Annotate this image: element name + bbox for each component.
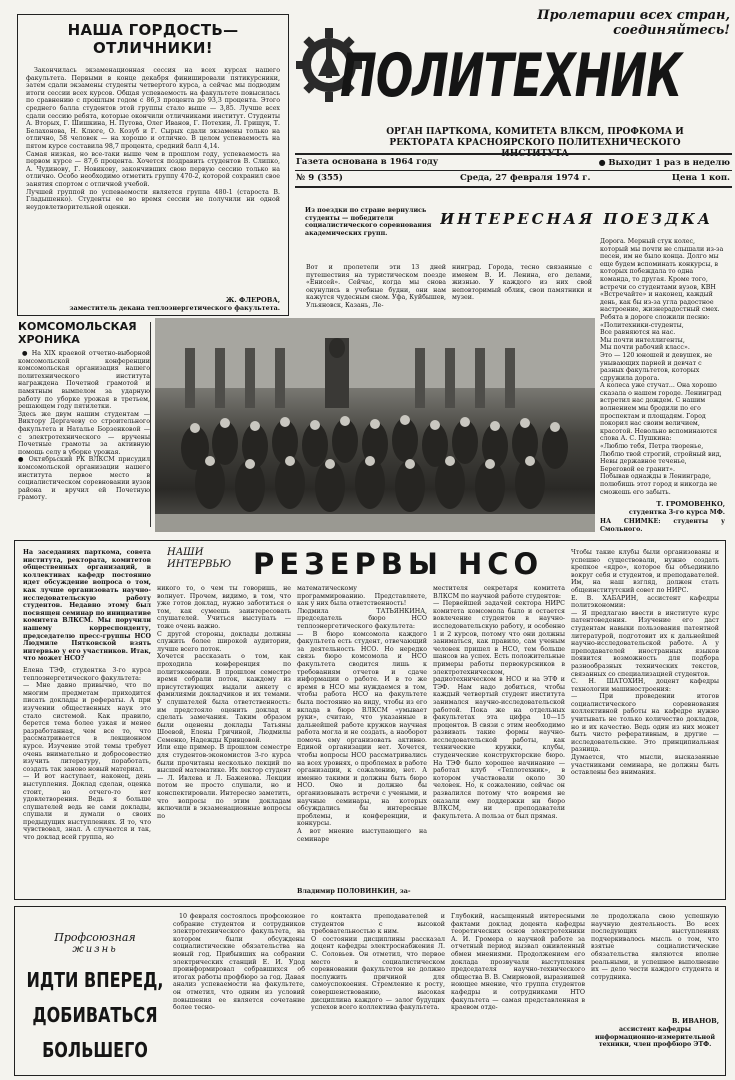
- union-kicker: [25, 931, 165, 955]
- reserves-col2: никого то, о чем ты говоришь, не волнует. Прочем, видимо, в том, что уже готов доклад, нужно заботиться о том, как сумеешь заинтересовать слушателей. Учиться выступать — тоже очень важно. С другой стороны, доклады должны служить более широкой аудитории, лучше всего поток. Хочется рассказать о том, как проходила конференция по политэкономии. В прошлом семестре время собрали поток, каждому из присутствующих выдали анкету с фамилиями докладчиков и их темами. У слушателей была ответственность: им предстояло оценить доклад и сделать замечания. Таким образом были оценены доклады Татьяны Шоевой, Елены Гричиной, Людмилы Семенко, Надежды Кривцовой. Или еще пример. В прошлом семестре для студентов-экономистов 3-го курса были прочитаны несколько лекций по высшей математике. Их лектор студент — Л. Ивлева и Л. Баженова. Лекции потом не просто слушали, но и конспектировали. Интересно заметить, что вопросы по этим докладам включили в экзаменационные вопросы по: [157, 585, 291, 820]
- reserves-col3: математическому программированию. Представляете, как у них была ответственность! Людмила ТАТЬЯНКИНА, председатель бюро НСО теплоэнергетического факультета: — В бюро комсомола каждого факультета есть студент, отвечающий за деятельность НСО. Но нередко связь бюро комсомола и НСО факультета сводится лишь к требованиям отчетов и сдаче информации о работе. И в то же время в НСО мы нуждаемся в том, чтобы работа НСО на факультете была постоянно на виду, чтобы из его вклада в бюро ВЛКСМ «умывает руки», считаю, что указанные в дальнейшей работе кружков научная работа могла и не создать, а наоборот помочь ему организовать активно. Единой организации нет. Хочется, чтобы вопросы НСО рассматривались на всех уровнях, о проблемах в работе организации, к сожалению, нет. А именно такими и должны быть бюро НСО. Оно и должно бы организовывать встречи с учеными, и научные семинары, на которых обсуждались бы интересные проблемы, и конференции, и конкурсы. А вот мнение выступающего на семинаре: [297, 585, 427, 843]
- chronicle-divider: [150, 322, 151, 527]
- masthead-rule-bottom: [295, 186, 732, 188]
- reserves-col3-signature: Владимир ПОЛОВИНКИН, за-: [297, 887, 411, 895]
- trip-signature: Т. ГРОМОВЕНКО,: [656, 500, 725, 508]
- pride-signature: Ж. ФЛЕРОВА,: [225, 296, 280, 304]
- pride-signature-role: заместитель декана теплоэнергетического факультета.: [69, 304, 280, 312]
- trip-signature-role: студентка 3-го курса МФ.: [628, 508, 725, 516]
- issue-number: № 9 (355): [296, 173, 343, 183]
- trip-col1: Вот и пролетели эти 13 дней путешествия на туристическом поезде «Енисей». Сейчас, когда мы снова окунулись в учебные будни, они нам кажутся чудесным сном. Уфа, Куйбышев, Ульяновск, Казань, Ле-: [306, 264, 446, 309]
- union-col1: 10 февраля состоялось профсоюзное собрание студентов и сотрудников электротехнического факультета, на котором были обсуждены социалистические обязательства на новый год. Прибывших на собрании электрических станций Е. И. Удод проинформировал собравшихся об итогах работы профбюро за год. Давая анализ успеваемости на факультете, он отметил, что одним из условий повышения ее является сочетание более тесно-: [173, 913, 305, 1012]
- union-col3: Глубокий, насыщенный интересными фактами доклад доцента кафедры теоретических основ электротехники А. И. Громера о научной работе за отчетный период вызвал оживленный обмен мнениями. Продолжением его доклада прозвучали выступления председателя научно-технического общества В. В. Смирновой, выразившей ноющее мнение, что группа студентов кафедры и сотрудниками НТО факультета — самая представленная в краевом отде-: [451, 913, 585, 1012]
- pride-article: [17, 14, 289, 316]
- slogan: Пролетарии всех стран, соединяйтесь!: [537, 8, 730, 38]
- reserves-kicker: НАШИ ИНТЕРВЬЮ: [167, 547, 232, 570]
- union-heading: ИДТИ ВПЕРЕД, ДОБИВАТЬСЯ БОЛЬШЕГО: [26, 968, 164, 1062]
- students-photo: [155, 318, 595, 532]
- organ-line: ОРГАН ПАРТКОМА, КОМИТЕТА ВЛКСМ, ПРОФКОМА И РЕКТОРАТА КРАСНОЯРСКОГО ПОЛИТЕХНИЧЕСКОГО: [386, 127, 684, 148]
- issue-price: Цена 1 коп.: [671, 173, 730, 183]
- reserves-col1: Елена ТЭФ, студентка 3-го курса теплоэнергетического факультета: — Мне давно привычно, что по многим предметам приходится писать доклады и рефераты. А при изучении общественных наук это стало системой. Как правило, берется тема более узкая и менее разработанная, чем все то, что рассматривается в лекционном курсе. Изучение этой темы требует очень внимательно и добросовестно изучить литературу, поработать, создать так заново новый материал. — И вот наступает, наконец, день выступления. Доклад сделан, оценка стоит, но отчего-то нет удовлетворения. Ведь я больше слушателей ведь не сами доклады, слушали и думали о своих предыдущих выступлениях. Я то, что чувствовал, знал. А случается и так, что доклад всей группа, но: [23, 667, 151, 842]
- union-kicker-line2: жизнь: [72, 944, 118, 955]
- union-article: [14, 906, 726, 1076]
- masthead-rule-top: [295, 153, 732, 155]
- newspaper-title: ПОЛИТЕХНИК: [340, 42, 682, 111]
- reserves-heading: РЕЗЕРВЫ НСО: [253, 547, 544, 581]
- trip-photo-caption: НА СНИМКЕ: студенты у Смольного.: [600, 518, 725, 533]
- chronicle-article: [10, 320, 150, 530]
- union-col4: ле продолжала свою успешную научную деятельность. Во всех последующих выступлениях подчеркивалось мысль о том, что взятые социалистические обязательства являются вполне реальными, и успешное выполнение их — дело чести каждого студента и сотрудника.: [591, 913, 719, 981]
- masthead-rule-mid: [295, 170, 732, 171]
- reserves-col5: Чтобы такие клубы были организованы и успешно существовали, нужно создать крепкое «ядро», которое бы объединило вокруг себя и студентов, и преподавателей. Им, на наш взгляд, должен стать общеинститутский совет по НИРС. Е. В. ХАБАРИН, ассистент кафедры политэкономии: — Я предлагаю ввести в институте курс патентоведения. Изучение его даст студентам навыки пользования патентной литературой, подготовит их к дальнейшей научно-исследовательской работе. А у преподавателей иностранных языков появится возможность для подбора разнообразных технических текстов, связанных со специализацией студентов. С. Н. ШАТОХИН, доцент кафедры технологии машиностроения: — При проведении итогов социалистического соревнования коллективной работы на кафедре нужно учитывать не только количество докладов, но и их качество. Ведь один из них может быть чисто реферативным, в другие — исследовательские. Это принципиальная разница. Думается, что мысли, высказанные участниками семинара, не должны быть оставлены без внимания.: [571, 549, 719, 777]
- chronicle-body: ● На XIX краевой отчетно-выборной комсомольской конференции комсомольская организация нашего политехнического института награждена Почетной грамотой и памятным вымпелом за ударную работу по уборке урожая в третьем, решающем году пятилетки. Здесь же двум нашим студентам — Виктору Дергачеву со строительного факультета и Наталье Борзенковой — с электротехнического — вручены Почетные грамоты за активную помощь селу в уборке урожая. ● Октябрьский РК ВЛКСМ присудил комсомольской организации нашего института первое место в социалистическом соревновании вузов района и вручил ей Почетную грамоту.: [18, 350, 150, 502]
- issue-date: Среда, 27 февраля 1974 г.: [460, 173, 591, 183]
- trip-intro: Из поездки по стране вернулись студенты — победители социалистического соревнования академических групп.: [305, 207, 432, 237]
- union-col2: го контакта преподавателей и студентов с высокой требовательностью к ним. О состоянии дисциплины рассказал доцент кафедры электроснабжения Л. С. Соловьев. Он отметил, что первое место в социалистическом соревновании факультетов не должно послужить причиной для самоуспокоения. Стремление к росту, совершенствованию, высокая дисциплина каждого — залог будущих успехов всего коллектива факультета.: [311, 913, 445, 1012]
- reserves-article: [14, 540, 726, 900]
- frequency-line: ● Выходит 1 раз в неделю: [598, 157, 730, 168]
- union-signature: В. ИВАНОВ,: [671, 1017, 719, 1025]
- masthead: [290, 0, 735, 200]
- trip-col3: Дорога. Мерный стук колес, который мы почти не слышали из-за песен, им не было конца. Долго мы еще будем вспоминать конкурсы, в которых побеждала то одна команда, то другая. Кроме того, встречи со студентами вузов, КВН «Встречайте» и наконец, каждый день, как бы из-за угла радостное настроение, жизнерадостный смех. Ребята в дороге сложили песню: «Политехники-студенты, Все равняются на нас. Мы почти интеллигенты, Мы почти рабочий класс». Это — 120 юношей и девушек, не унывающих парней и девчат с разных факультетов, которых сдружила дорога. А колеса уже стучат... Она хорошо сказала о нашем городе. Ленинград встретил нас дождем. С нашим волнением мы бродили по его проспектам и площадям. Город покорил нас своим величием, красотой. Невольно вспоминаются слова А. С. Пушкина: «Люблю тебя, Петра творенье, Люблю твой строгий, стройный вид, Невы державное теченье, Береговой ее гранит». Побывав однажды в Ленинграде, полюбишь этот город и никогда не сможешь его забыть.: [600, 238, 724, 496]
- smolny-building-image: [155, 318, 595, 532]
- chronicle-heading: КОМСОМОЛЬСКАЯ ХРОНИКА: [18, 320, 137, 346]
- union-kicker-line1: Профсоюзная: [54, 931, 136, 944]
- union-signature-role: ассистент кафедры информационно-измерительной техники, член профбюро ЭТФ.: [594, 1026, 715, 1049]
- reserves-lead: На заседаниях парткома, совета института, ректората, комитетов общественных организаций, в коллективах кафедр постоянно идет обсуждение вопроса о том, как лучше организовать научно-исследовательскую работу студентов. Недавно этому был посвящен семинар по инициативе комитета ВЛКСМ. Мы поручили нашему корреспонденту, председателю пресс-группы НСО Людмиле Пятковской взять интервью у его участников. Итак, что может НСО?: [23, 549, 151, 663]
- founded-line: Газета основана в 1964 году: [296, 157, 439, 167]
- pride-body: Закончилась экзаменационная сессия на всех курсах нашего факультета. Первыми в конце декабря финишировали пятикурсники, затем сдали экзамены студенты четвертого курса, а сейчас мы подводим итоги сессии всех курсов. Общая успеваемость на факультете повысилась по сравнению с прошлым годом с 86,3 процента до 93,3 процента. Этого среднего балла студентов этой группы стало выше — 3,85. Лучше всех сдали сессию ребята, которые окончили отличниками институт. Студенты А. Вторых, Г. Шишкина, Н. Путова, Олег Иванов, Г. Потехин, Л. Грищук, Т. Белахонова, Н. Клюге, О. Козуб и Г. Сырых сдали экзамены только на отлично, 58 человек — на хорошо и отлично. В целом успеваемость на пятом курсе составила 98,7 процента, средний балл 4,14. Самая низкая, но все-таки выше чем в прошлом году, успеваемость на первом курсе — 87,6 процента. Хочется поздравить студентов В. Слипко, А. Чудинову, Г. Новикову, закончивших свою первую сессию только на отлично. Особо необходимо отметить группу 470-2, которой сохранил свое занятия спортом с отличной учебой. Лучшей группой по успеваемости является группа 480-1 (староста В. Гладышенко). Студенты ее во время сессии не получили ни одной неудовлетворительной оценки.: [26, 67, 280, 211]
- trip-col2: нинград. Города, тесно связанные с именем В. И. Ленина, его делами, жизнью. У каждого из них свой неповторимый облик, свои памятники и музеи.: [452, 264, 592, 302]
- reserves-col4: местителя секретаря комитета ВЛКСМ по научной работе студентов: — Первейшей задачей сектора НИРС комитета комсомола было и остается вовлечение студентов в научно-исследовательскую работу, и особенно 1 и 2 курсов, потому что они должны заниматься, как правило, сам ученым человек пришел в НСО, тем больше шансов на успех. Есть положительные примеры работы первокурсников в электротехническом, радиотехническом в НСО и на ЭТФ и ТЭФ. Нам надо добиться, чтобы каждый четвертый студент института занимался научно-исследовательской работой. Пока же на отдельных факультетах эта цифра 10—15 процентов. В связи с этим необходимо развивать такие формы научно-исследовательской работы, как технические кружки, клубы, студенческие конструкторские бюро. На ТЭФ было хорошее начинание — работал клуб «Теплотехник», в котором участвовали около 30 человек. Но, к сожалению, сейчас он развалился потому что вовремя не оказали ему поддержки ни бюро ВЛКСМ, ни преподаватели факультета. А польза от был прямая.: [433, 585, 565, 820]
- trip-heading: ИНТЕРЕСНАЯ ПОЕЗДКА: [440, 210, 714, 228]
- pride-heading: НАША ГОРДОСТЬ—ОТЛИЧНИКИ!: [67, 21, 239, 57]
- frequency-text: Выходит 1 раз в неделю: [608, 158, 730, 168]
